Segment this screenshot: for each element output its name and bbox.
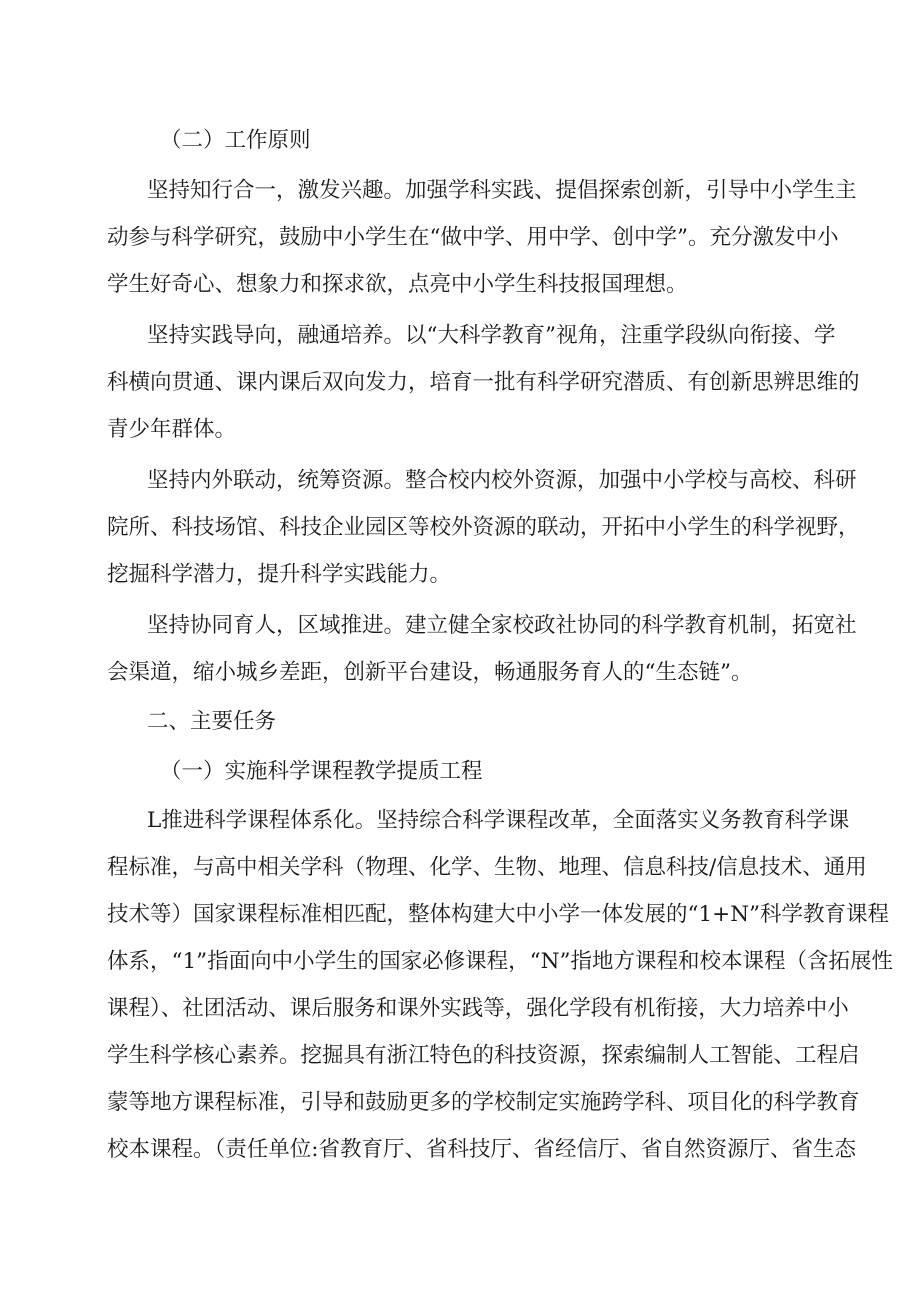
paragraph-line: 青少年群体。 [107, 417, 237, 442]
paragraph-line: 体系，“1”指面向中小学生的国家必修课程，“N”指地方课程和校本课程（含拓展性 [107, 949, 893, 974]
paragraph-line: 坚持协同育人，区域推进。建立健全家校政社协同的科学教育机制，拓宽社 [147, 613, 857, 638]
paragraph-line: 动参与科学研究，鼓励中小学生在“做中学、用中学、创中学”。充分激发中小 [107, 225, 839, 250]
paragraph-line: 坚持知行合一，激发兴趣。加强学科实践、提倡探索创新，引导中小学生主 [147, 178, 857, 203]
section-heading-work-principles: （二）工作原则 [160, 128, 311, 153]
paragraph-line: 学生好奇心、想象力和探求欲，点亮中小学生科技报国理想。 [107, 272, 688, 297]
paragraph-line: 科横向贯通、课内课后双向发力，培育一批有科学研究潜质、有创新思辨思维的 [107, 370, 860, 395]
paragraph-line: L推进科学课程体系化。坚持综合科学课程改革，全面落实义务教育科学课 [147, 808, 850, 833]
paragraph-line: 院所、科技场馆、科技企业园区等校外资源的联动，开拓中小学生的科学视野， [107, 515, 860, 540]
paragraph-line: 技术等）国家课程标准相匹配，整体构建大中小学一体发展的“1+N”科学教育课程 [107, 902, 889, 927]
paragraph-line: 坚持内外联动，统筹资源。整合校内校外资源，加强中小学校与高校、科研 [147, 468, 857, 493]
paragraph-line: 蒙等地方课程标准，引导和鼓励更多的学校制定实施跨学科、项目化的科学教育 [107, 1090, 860, 1115]
subsection-heading: （一）实施科学课程教学提质工程 [160, 759, 483, 784]
paragraph-line: 课程）、社团活动、课后服务和课外实践等，强化学段有机衔接，大力培养中小 [107, 996, 849, 1021]
paragraph-line: 学生科学核心素养。挖掘具有浙江特色的科技资源，探索编制人工智能、工程启 [107, 1043, 860, 1068]
paragraph-line: 程标准，与高中相关学科（物理、化学、生物、地理、信息科技/信息技术、通用 [107, 855, 867, 880]
paragraph-line: 会渠道，缩小城乡差距，创新平台建设，畅通服务育人的“生态链”。 [107, 660, 753, 685]
section-heading-main-tasks: 二、主要任务 [147, 709, 277, 734]
paragraph-line: 校本课程。（责任单位:省教育厅、省科技厅、省经信厅、省自然资源厅、省生态 [107, 1137, 856, 1162]
paragraph-line: 坚持实践导向，融通培养。以“大科学教育”视角，注重学段纵向衔接、学 [147, 323, 836, 348]
paragraph-line: 挖掘科学潜力，提升科学实践能力。 [107, 562, 452, 587]
